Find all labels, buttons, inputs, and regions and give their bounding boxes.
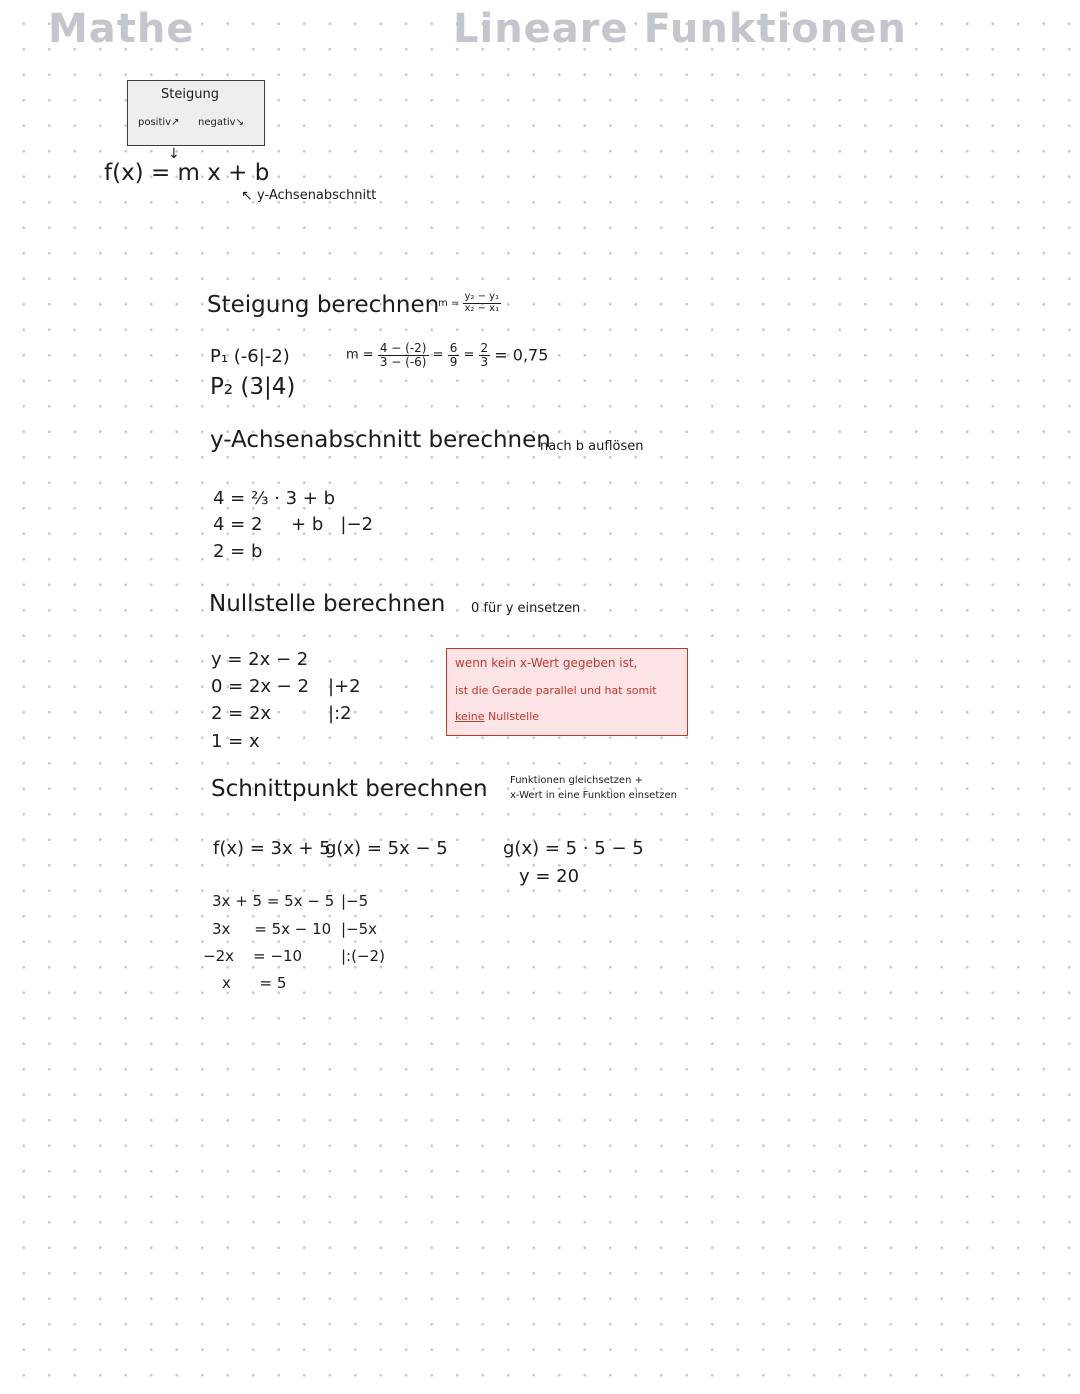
- zero-note: 0 für y einsetzen: [471, 601, 581, 616]
- zero-op-1: |+2: [328, 676, 361, 697]
- topic-title: Lineare Funktionen: [453, 6, 907, 52]
- warning-line-3: [455, 710, 539, 723]
- slope-heading: Steigung berechnen: [207, 292, 440, 318]
- warning-line-1: wenn kein x-Wert gegeben ist,: [455, 656, 638, 670]
- intersection-note-1: Funktionen gleichsetzen +: [510, 775, 643, 786]
- slope-formula-numerator: y₂ − y₁: [464, 291, 500, 302]
- point-2: P₂ (3|4): [210, 374, 296, 400]
- slope-formula-denominator: x₂ − x₁: [464, 302, 500, 314]
- intercept-line-3: 2 = b: [213, 541, 263, 562]
- slope-calc-result: = 0,75: [494, 345, 549, 365]
- slope-calc-eq-1: =: [432, 347, 444, 363]
- intersection-op-3: |:(−2): [341, 947, 385, 965]
- slope-formula-prefix: m =: [438, 298, 460, 309]
- intersection-heading: Schnittpunkt berechnen: [211, 776, 488, 802]
- warning-nullstelle: Nullstelle: [488, 710, 540, 723]
- intercept-heading: y-Achsenabschnitt berechnen: [210, 427, 551, 453]
- y-result: y = 20: [519, 866, 580, 887]
- arrow-up-icon: ↖: [241, 188, 253, 204]
- slope-calculation: [346, 342, 548, 368]
- slope-formula-fraction: [463, 292, 502, 314]
- linear-function-formula: f(x) = m x + b: [104, 160, 270, 186]
- point-1: P₁ (-6|-2): [210, 346, 290, 367]
- slope-calc-den-2: 9: [449, 354, 458, 369]
- slope-negative-label: negativ↘: [198, 117, 244, 128]
- intersection-note-2: x-Wert in eine Funktion einsetzen: [510, 790, 677, 801]
- zero-line-1: y = 2x − 2: [211, 649, 309, 670]
- intercept-line-1: 4 = ⅔ · 3 + b: [213, 488, 335, 509]
- intersection-line-2: 3x = 5x − 10: [212, 920, 332, 938]
- slope-calc-den-3: 3: [480, 354, 489, 369]
- slope-calc-den-1: 3 − (-6): [379, 354, 427, 369]
- intersection-line-4: x = 5: [222, 974, 287, 992]
- zero-line-2: 0 = 2x − 2: [211, 676, 310, 697]
- slope-calc-num-3: 2: [480, 341, 489, 355]
- intersection-line-1: 3x + 5 = 5x − 5: [212, 892, 335, 910]
- function-g: g(x) = 5x − 5: [325, 838, 448, 859]
- slope-positive-label: positiv↗: [138, 117, 180, 128]
- warning-box: [446, 648, 688, 736]
- slope-info-box: [127, 80, 265, 146]
- zero-heading: Nullstelle berechnen: [209, 591, 446, 617]
- slope-calc-prefix: m =: [346, 347, 374, 363]
- slope-calc-fraction-3: [479, 342, 491, 368]
- arrow-down-icon: ↓: [168, 146, 180, 162]
- zero-op-2: |:2: [328, 703, 352, 724]
- slope-calc-num-1: 4 − (-2): [379, 341, 427, 355]
- intercept-note: nach b auflösen: [540, 439, 644, 454]
- intersection-op-2: |−5x: [341, 920, 378, 938]
- intercept-label: y-Achsenabschnitt: [257, 188, 377, 203]
- subject-title: Mathe: [48, 6, 195, 52]
- intercept-line-2: 4 = 2 + b |−2: [213, 514, 374, 535]
- zero-line-3: 2 = 2x: [211, 703, 272, 724]
- g-substitution: g(x) = 5 · 5 − 5: [503, 838, 644, 859]
- slope-calc-eq-2: =: [463, 347, 475, 363]
- function-f: f(x) = 3x + 5: [213, 838, 331, 859]
- intersection-op-1: |−5: [341, 892, 369, 910]
- warning-keine: keine: [455, 710, 485, 723]
- slope-box-title: Steigung: [161, 87, 219, 102]
- slope-calc-fraction-1: [378, 342, 429, 368]
- slope-formula: [438, 292, 501, 314]
- slope-calc-fraction-2: [448, 342, 460, 368]
- intersection-line-3: −2x = −10: [203, 947, 303, 965]
- zero-line-4: 1 = x: [211, 731, 260, 752]
- slope-calc-num-2: 6: [449, 341, 458, 355]
- warning-line-2: ist die Gerade parallel und hat somit: [455, 684, 657, 697]
